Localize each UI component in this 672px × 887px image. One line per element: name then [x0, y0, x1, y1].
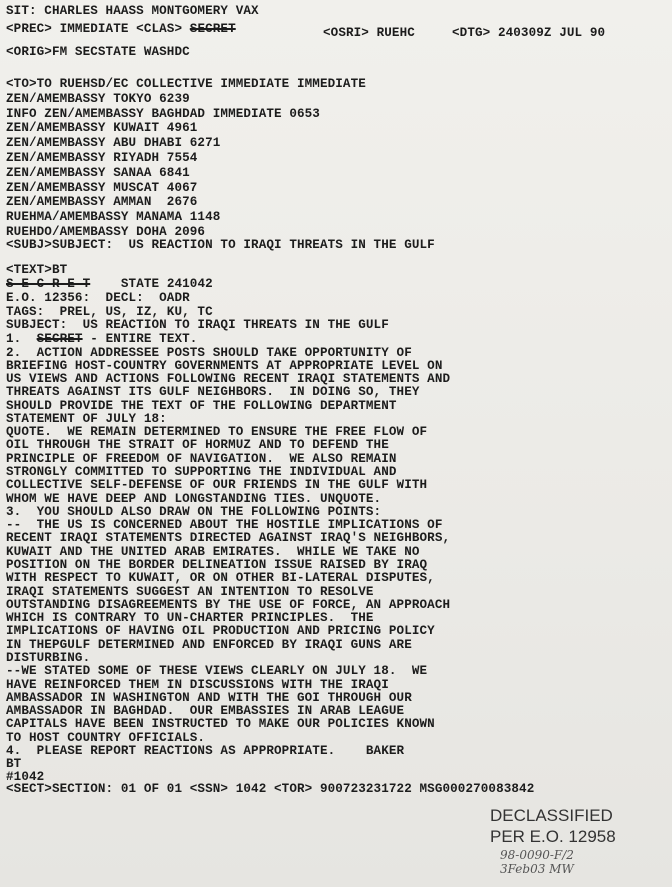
recipient-line: ZEN/AMEMBASSY AMMAN 2676 — [6, 195, 198, 210]
body-line: -- THE US IS CONCERNED ABOUT THE HOSTILE IMPLICATIONS OF — [6, 518, 443, 533]
body-line: TO HOST COUNTRY OFFICIALS. — [6, 730, 206, 745]
handwritten-date: 3Feb03 MW — [500, 862, 574, 876]
body-line: 2. ACTION ADDRESSEE POSTS SHOULD TAKE OPPORTUNITY OF — [6, 345, 412, 360]
body-line: IN THEPGULF DETERMINED AND ENFORCED BY IRAQI GUNS ARE — [6, 637, 412, 652]
body-line: THREATS AGAINST ITS GULF NEIGHBORS. IN DOING SO, THEY — [6, 385, 420, 400]
recipient-line: ZEN/AMEMBASSY KUWAIT 4961 — [6, 121, 198, 136]
body-line: COLLECTIVE SELF-DEFENSE OF OUR FRIENDS IN THE GULF WITH — [6, 478, 428, 493]
body-line: US VIEWS AND ACTIONS FOLLOWING RECENT IRAQI STATEMENTS AND — [6, 372, 451, 387]
stamp-line-1: DECLASSIFIED — [490, 806, 613, 825]
body-line: POSITION ON THE BORDER DELINEATION ISSUE RAISED BY IRAQ — [6, 557, 428, 572]
body-line: 3. YOU SHOULD ALSO DRAW ON THE FOLLOWING POINTS: — [6, 504, 382, 519]
body-line: E.O. 12356: DECL: OADR — [6, 291, 190, 305]
recipient-line: ZEN/AMEMBASSY TOKYO 6239 — [6, 91, 190, 106]
body-line: WITH RESPECT TO KUWAIT, OR ON OTHER BI-LATERAL DISPUTES, — [6, 571, 435, 586]
recipient-line: ZEN/AMEMBASSY SANAA 6841 — [6, 165, 190, 180]
body-line: OIL THROUGH THE STRAIT OF HORMUZ AND TO DEFEND THE — [6, 438, 389, 453]
classification-line — [6, 277, 213, 292]
text-begin: <TEXT>BT — [6, 263, 68, 277]
body-line: AMBASSADOR IN WASHINGTON AND WITH THE GOI THROUGH OUR — [6, 690, 412, 705]
recipient-line: ZEN/AMEMBASSY MUSCAT 4067 — [6, 180, 198, 195]
state-number: STATE 241042 — [120, 277, 213, 291]
body-line: 4. PLEASE REPORT REACTIONS AS APPROPRIATE. BAKER — [6, 743, 405, 758]
body-line: STRONGLY COMMITTED TO SUPPORTING THE INDIVIDUAL AND — [6, 465, 397, 480]
section-line: <SECT>SECTION: 01 OF 01 <SSN> 1042 <TOR> 900723231722 MSG000270083842 — [6, 782, 535, 796]
body-line: SHOULD PROVIDE THE TEXT OF THE FOLLOWING DEPARTMENT — [6, 398, 397, 413]
osri-field: <OSRI> RUEHC — [323, 26, 415, 40]
body-line: BT — [6, 757, 22, 772]
body-line: WHICH IS CONTRARY TO UN-CHARTER PRINCIPLES. THE — [6, 611, 374, 626]
dtg-field: <DTG> 240309Z JUL 90 — [452, 26, 606, 40]
recipient-line: RUEHMA/AMEMBASSY MANAMA 1148 — [6, 210, 221, 225]
body-line: BRIEFING HOST-COUNTRY GOVERNMENTS AT APPROPRIATE LEVEL ON — [6, 358, 443, 373]
body-line: QUOTE. WE REMAIN DETERMINED TO ENSURE THE FREE FLOW OF — [6, 425, 428, 440]
body-line: #1042 — [6, 770, 45, 785]
sit-line: SIT: CHARLES HAASS MONTGOMERY VAX — [6, 4, 259, 18]
body-line: DISTURBING. — [6, 650, 91, 665]
recipient-line: ZEN/AMEMBASSY RIYADH 7554 — [6, 151, 198, 165]
precedence-line — [6, 22, 236, 37]
body-line: HAVE REINFORCED THEM IN DISCUSSIONS WITH THE IRAQI — [6, 677, 389, 692]
classification: SECRET — [189, 22, 236, 36]
subject-line: <SUBJ>SUBJECT: US REACTION TO IRAQI THREATS IN THE GULF — [6, 238, 435, 252]
body-line: KUWAIT AND THE UNITED ARAB EMIRATES. WHILE WE TAKE NO — [6, 544, 420, 559]
body-line: OUTSTANDING DISAGREEMENTS BY THE USE OF FORCE, AN APPROACH — [6, 597, 451, 612]
body-line: IMPLICATIONS OF HAVING OIL PRODUCTION AND PRICING POLICY — [6, 624, 435, 639]
body-line: --WE STATED SOME OF THESE VIEWS CLEARLY ON JULY 18. WE — [6, 664, 428, 679]
body-line: STATEMENT OF JULY 18: — [6, 411, 167, 426]
recipient-line: ZEN/AMEMBASSY ABU DHABI 6271 — [6, 136, 221, 151]
body-line: TAGS: PREL, US, IZ, KU, TC — [6, 304, 213, 319]
body-line: SUBJECT: US REACTION TO IRAQI THREATS IN THE GULF — [6, 318, 389, 333]
paragraph-1: 1. SECRET - ENTIRE TEXT. — [6, 332, 198, 346]
body-line: WHOM WE HAVE DEEP AND LONGSTANDING TIES. UNQUOTE. — [6, 491, 382, 506]
secret-marking: S E C R E T — [6, 277, 91, 291]
handwritten-case-number: 98-0090-F/2 — [500, 848, 574, 862]
recipient-line: INFO ZEN/AMEMBASSY BAGHDAD IMMEDIATE 0653 — [6, 106, 320, 121]
para1-secret: SECRET — [36, 332, 83, 346]
body-line: PRINCIPLE OF FREEDOM OF NAVIGATION. WE ALSO REMAIN — [6, 451, 397, 466]
declassified-stamp — [490, 805, 616, 847]
body-line: RECENT IRAQI STATEMENTS DIRECTED AGAINST IRAQ'S NEIGHBORS, — [6, 531, 451, 546]
body-line: AMBASSADOR IN BAGHDAD. OUR EMBASSIES IN ARAB LEAGUE — [6, 704, 405, 719]
stamp-line-2: PER E.O. 12958 — [490, 827, 616, 846]
orig-line: <ORIG>FM SECSTATE WASHDC — [6, 45, 190, 59]
body-line: IRAQI STATEMENTS SUGGEST AN INTENTION TO RESOLVE — [6, 584, 374, 599]
recipient-line: RUEHDO/AMEMBASSY DOHA 2096 — [6, 225, 206, 239]
body-line: CAPITALS HAVE BEEN INSTRUCTED TO MAKE OUR POLICIES KNOWN — [6, 717, 435, 732]
precedence-label: <PREC> IMMEDIATE <CLAS> — [6, 22, 190, 36]
recipient-line: <TO>TO RUEHSD/EC COLLECTIVE IMMEDIATE IMMEDIATE — [6, 77, 366, 91]
